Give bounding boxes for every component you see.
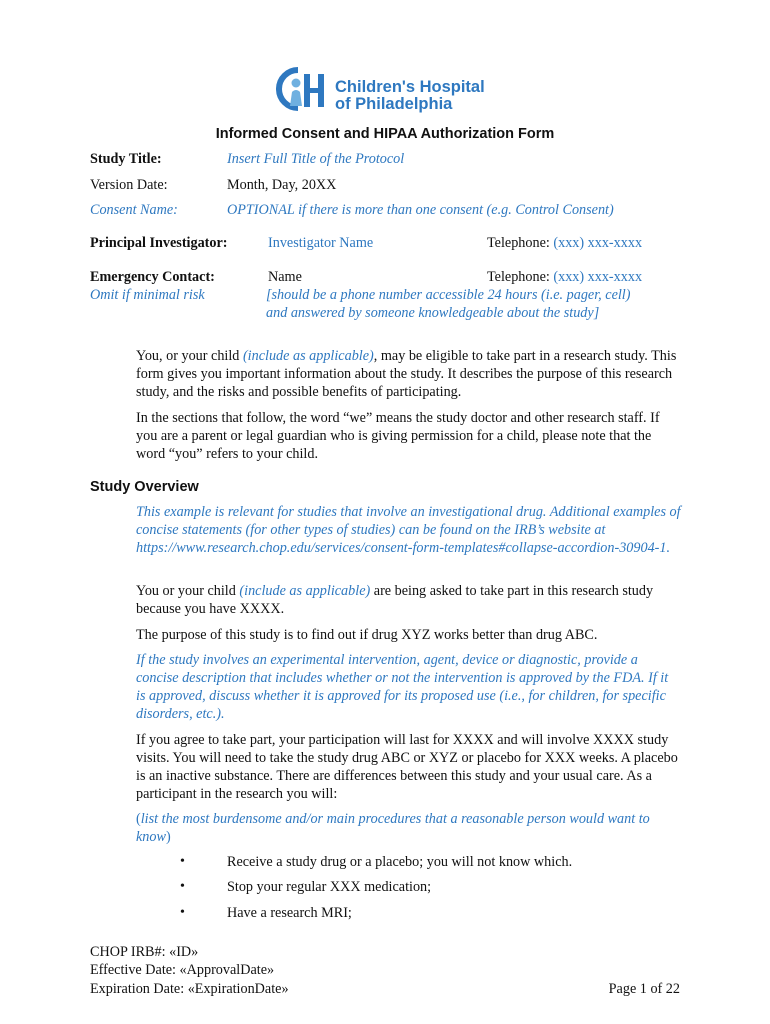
emergency-value: Name [268,269,302,285]
intro-text-a: You, or your child [136,348,243,364]
bullet-1: Receive a study drug or a placebo; you will not know which. [227,854,573,870]
overview-list-note [136,810,681,846]
emergency-note: Omit if minimal risk [90,287,205,303]
emergency-detail-2: and answered by someone knowledgeable about the study] [266,305,600,321]
pi-label: Principal Investigator: [90,235,228,251]
bullet-1-glyph: • [180,854,185,869]
pi-telephone-value: (xxx) xxx-xxxx [553,235,643,251]
chop-logo-icon [276,66,328,112]
overview-note-1: This example is relevant for studies that involve an investigational drug. Additional examples of concise statements (for other types of studies) can be found on the IRB’s website at https://www.research.chop.edu/services/consent-form-templates#collapse-accordion-30904-1. [136,504,681,556]
overview-purpose: The purpose of this study is to find out if drug XYZ works better than drug ABC. [136,627,598,643]
consent-name-label: Consent Name: [90,202,178,218]
study-title-label: Study Title: [90,151,162,167]
footer-effective-date: Effective Date: «ApprovalDate» [90,962,275,978]
intro-paragraph-2: In the sections that follow, the word “we” means the study doctor and other research staff. If you are a parent or legal guardian who is giving permission for a child, please note that the word “you” refers to your child. [136,410,660,462]
version-date-label: Version Date: [90,177,168,193]
version-date-value: Month, Day, 20XX [227,177,337,193]
list-note-open: ( [136,811,141,827]
overview-reason-a: You or your child [136,583,240,599]
logo-line-1: Children's Hospital [335,78,485,96]
footer-expiration-date: Expiration Date: «ExpirationDate» [90,981,289,997]
list-note-close: ) [165,829,171,845]
bullet-2: Stop your regular XXX medication; [227,879,432,895]
overview-reason [136,582,681,618]
emergency-label: Emergency Contact: [90,269,215,285]
list-note-text: list the most burdensome and/or main procedures that a reasonable person would want to know [136,811,650,845]
emergency-telephone-label: Telephone: [487,269,554,285]
form-title: Informed Consent and HIPAA Authorization Form [215,126,555,142]
intro-applicable-note: (include as applicable) [242,348,374,364]
emergency-detail-1: [should be a phone number accessible 24 hours (i.e. pager, cell) [266,287,631,303]
emergency-telephone [487,268,642,286]
bullet-2-glyph: • [180,879,185,894]
consent-name-value: OPTIONAL if there is more than one consent (e.g. Control Consent) [227,202,614,218]
study-title-value: Insert Full Title of the Protocol [227,151,405,167]
footer-page-number: Page 1 of 22 [608,981,680,997]
pi-value: Investigator Name [268,235,374,251]
overview-reason-c: are being asked to take part in this research study because you have XXXX. [136,583,654,617]
pi-telephone-label: Telephone: [487,235,554,251]
overview-applicable-note: (include as applicable) [239,583,371,599]
bullet-3-glyph: • [180,905,185,920]
intro-text-c: , may be eligible to take part in a research study. This form gives you important information about the study. It describes the purpose of this research study, and the risks and possible benefits of participating. [136,348,677,400]
bullet-3: Have a research MRI; [227,905,352,921]
footer-irb-number: CHOP IRB#: «ID» [90,944,199,960]
overview-note-2: If the study involves an experimental intervention, agent, device or diagnostic, provide a concise description that includes whether or not the intervention is approved by the FDA. If it is approved, discuss whether it is approved for its proposed use (i.e., for children, for specific disorders, etc.). [136,652,669,722]
emergency-telephone-value: (xxx) xxx-xxxx [553,269,643,285]
study-overview-heading: Study Overview [90,479,199,495]
intro-paragraph-1 [136,347,681,401]
chop-logo [276,66,506,114]
pi-telephone [487,234,642,252]
logo-line-2: of Philadelphia [335,95,453,113]
overview-visits: If you agree to take part, your participation will last for XXXX and will involve XXXX study visits. You will need to take the study drug ABC or XYZ or placebo for XXX weeks. A placebo is an inactive substance. There are differences between this study and your usual care. As a participant in the research you will: [136,732,678,802]
